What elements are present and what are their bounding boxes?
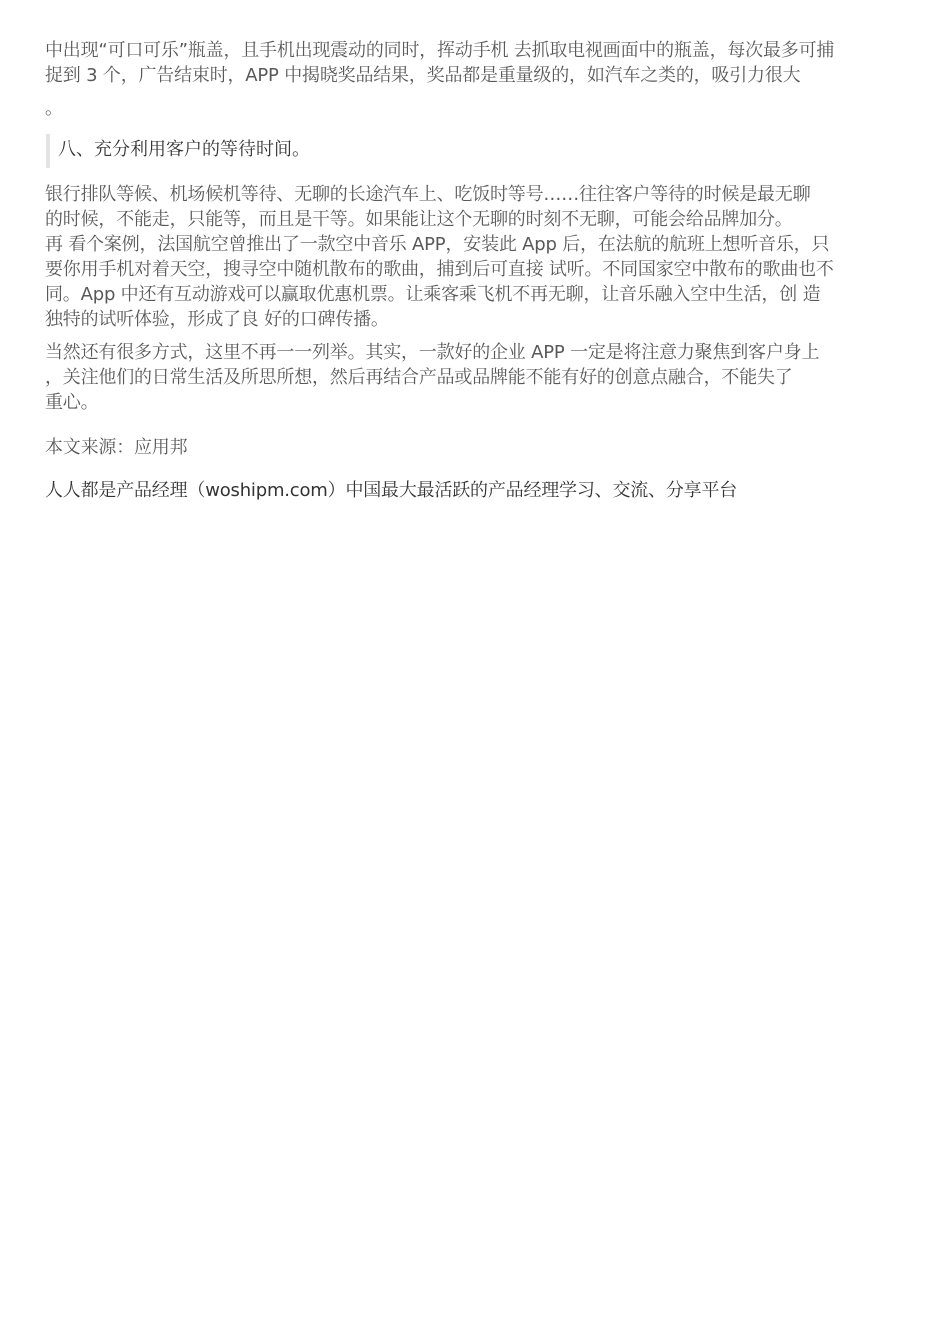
waiting-time-paragraph: 银行排队等候、机场候机等待、无聊的长途汽车上、吃饭时等号……往往客户等待的时候是最无聊 的时候，不能走，只能等，而且是干等。如果能让这个无聊的时刻不无聊，可能会给品牌加分。 再 看个案例，法国航空曾推出了一款空中音乐 APP，安装此 App 后，在法航的航班上想听音乐，只 要你用手机对着天空，搜寻空中随机散布的歌曲，捕到后可直接 试听。不同国家空中散布的歌曲也不 同。App 中还有互动游戏可以赢取优惠机票。让乘客乘飞机不再无聊，让音乐融入空中生活，创 造 独特的试听体验，形成了良 好的口碑传播。 <box>45 184 834 330</box>
conclusion-paragraph: 当然还有很多方式，这里不再一一列举。其实，一款好的企业 APP 一定是将注意力聚焦到客户身上 ，关注他们的日常生活及所思所想，然后再结合产品或品牌能不能有好的创意点融合，不能失了 重心。 <box>45 342 820 413</box>
trailing-period: 。 <box>45 98 63 119</box>
section-heading: 八、充分利用客户的等待时间。 <box>46 134 895 168</box>
source-line: 本文来源：应用邦 <box>45 437 188 458</box>
article-body <box>45 38 895 503</box>
intro-paragraph: 中出现“可口可乐”瓶盖，且手机出现震动的同时，挥动手机 去抓取电视画面中的瓶盖，每次最多可捕 捉到 3 个，广告结束时，APP 中揭晓奖品结果，奖品都是重量级的，如汽车之类的，吸引力很大 <box>45 40 835 86</box>
footer-slogan: 人人都是产品经理（woshipm.com）中国最大最活跃的产品经理学习、交流、分享平台 <box>45 480 738 501</box>
